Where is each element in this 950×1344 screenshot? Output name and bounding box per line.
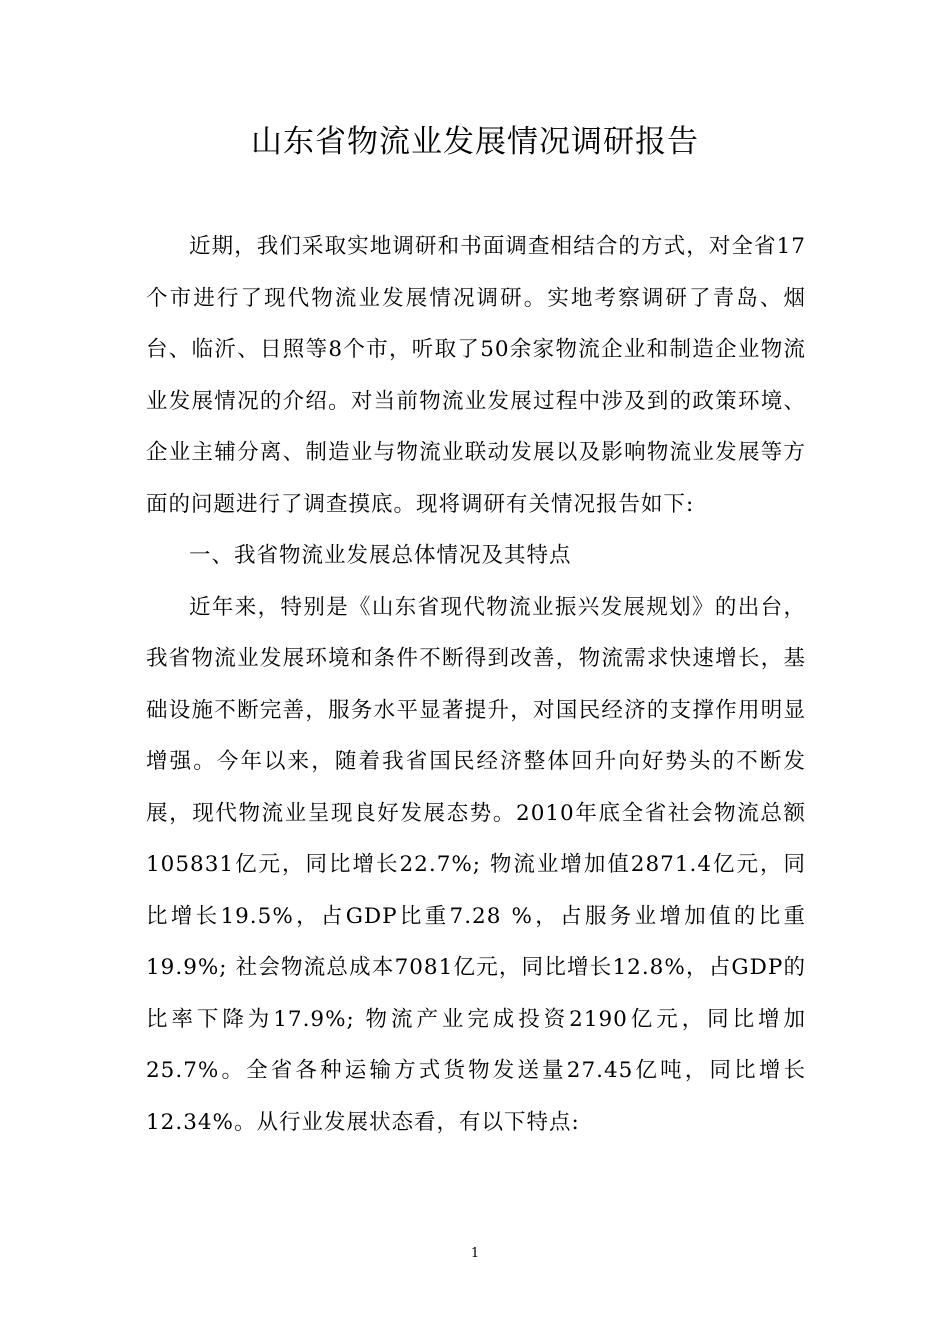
paragraph-intro: 近期，我们采取实地调研和书面调查相结合的方式，对全省17个市进行了现代物流业发展情况调研。实地考察调研了青岛、烟台、临沂、日照等8个市，听取了50余家物流企业和制造企业物流业发展情况的介绍。对当前物流业发展过程中涉及到的政策环境、企业主辅分离、制造业与物流业联动发展以及影响物流业发展等方面的问题进行了调查摸底。现将调研有关情况报告如下: [146, 234, 806, 517]
document-body [146, 221, 806, 1148]
section-heading-1: 一、我省物流业发展总体情况及其特点 [189, 543, 572, 568]
document-title: 山东省物流业发展情况调研报告 [251, 124, 699, 160]
page-number: 1 [470, 1246, 480, 1261]
paragraph-overview: 近年来，特别是《山东省现代物流业振兴发展规划》的出台，我省物流业发展环境和条件不断得到改善，物流需求快速增长，基础设施不断完善，服务水平显著提升，对国民经济的支撑作用明显增强。今年以来，随着我省国民经济整体回升向好势头的不断发展，现代物流业呈现良好发展态势。2010年底全省社会物流总额105831亿元，同比增长22.7%; 物流业增加值2871.4亿元，同比增长19.5%，占GDP比重7.28 %，占服务业增加值的比重19.9%; 社会物流总成本7081亿元，同比增长12.8%，占GDP的比率下降为17.9%; 物流产业完成投资2190亿元，同比增加25.7%。全省各种运输方式货物发送量27.45亿吨，同比增长12.34%。从行业发展状态看，有以下特点: [146, 594, 806, 1135]
